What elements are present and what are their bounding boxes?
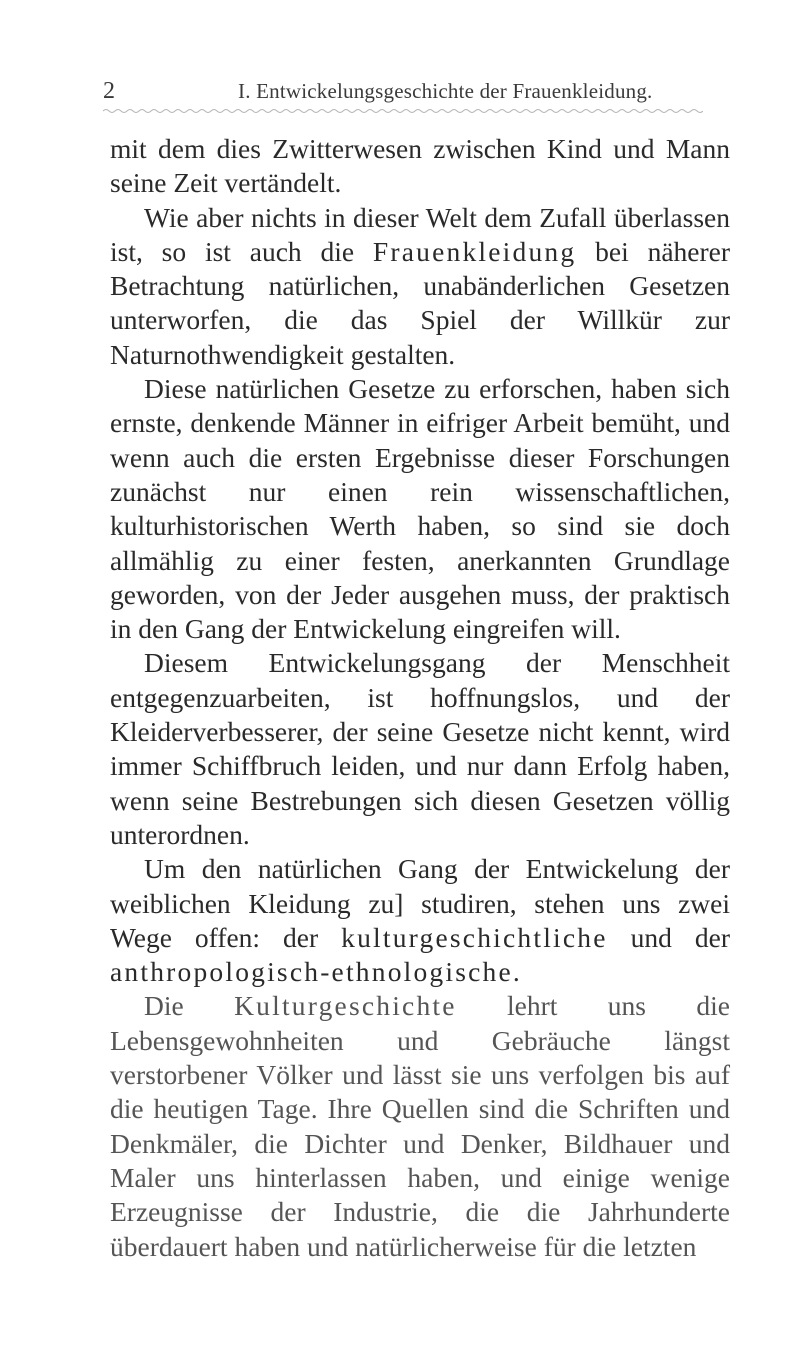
paragraph-3: Diese natürlichen Gesetze zu erforschen, haben sich ernste, denkende Männer in eifriger Arbeit bemüht, und wenn auch die ersten Ergebnisse dieser Forschungen zunächst nur einen rein wissenschaftlichen, kulturhistorischen Werth haben, so sind sie doch allmählig zu einer festen, anerkannten Grundlage geworden, von der Jeder ausgehen muss, der praktisch in den Gang der Entwickelung eingreifen will. — [110, 373, 730, 645]
emphasis-kulturgeschichtliche: kulturgeschichtliche — [341, 921, 608, 953]
paragraph-5 — [110, 852, 730, 989]
paragraph-2-text-a: Wie aber nichts in dieser Welt dem Zufall überlassen ist, so ist auch die — [110, 201, 730, 267]
paragraph-4: Diesem Entwickelungsgang der Menschheit entgegenzuarbeiten, ist hoffnungslos, und der Kleiderverbesserer, der seine Gesetze nicht kennt, wird immer Schiffbruch leiden, und nur dann Erfolg haben, wenn seine Bestrebungen sich diesen Gesetzen völlig unterordnen. — [110, 647, 730, 850]
emphasis-kulturgeschichte: Kulturgeschichte — [234, 990, 457, 1022]
body-text — [110, 132, 730, 1264]
paragraph-5-text-a: Um den natürlichen Gang der Entwickelung der weiblichen Kleidung zu] studiren, stehen uns zwei Wege offen: der — [110, 853, 730, 953]
paragraph-2 — [110, 201, 730, 372]
paragraph-5-text-mid: und der — [607, 921, 730, 953]
paragraph-2-text-b: bei näherer Betrachtung natürlichen, unabänderlichen Gesetzen unterworfen, die das Spiel der Willkür zur Naturnothwendigkeit gestalten. — [110, 235, 731, 370]
paragraph-6 — [110, 989, 730, 1263]
paragraph-6-text-a: Die — [144, 990, 235, 1022]
paragraph-1: mit dem dies Zwitterwesen zwischen Kind und Mann seine Zeit vertändelt. — [110, 133, 730, 199]
paragraph-5-text-end: . — [512, 956, 520, 988]
running-title: I. Entwickelungsgeschichte der Frauenkleidung. — [238, 79, 653, 103]
header-wavy-rule — [103, 108, 703, 114]
paragraph-6-text-b: lehrt uns die Lebensgewohnheiten und Gebräuche längst verstorbener Völker und lässt sie uns verfolgen bis auf die heutigen Tage. Ihre Quellen sind die Schriften und Denkmäler, die Dichter und Denker, Bildhauer und Maler uns hinterlassen haben, und einige wenige Erzeugnisse der Industrie, die die Jahrhunderte überdauert haben und natürlicherweise für die letzten — [110, 990, 730, 1262]
emphasis-anthropologisch: anthropologisch-ethnologische — [110, 956, 513, 988]
page-number: 2 — [103, 78, 115, 104]
emphasis-frauenkleidung: Frauenkleidung — [372, 235, 577, 267]
running-head — [103, 74, 723, 108]
